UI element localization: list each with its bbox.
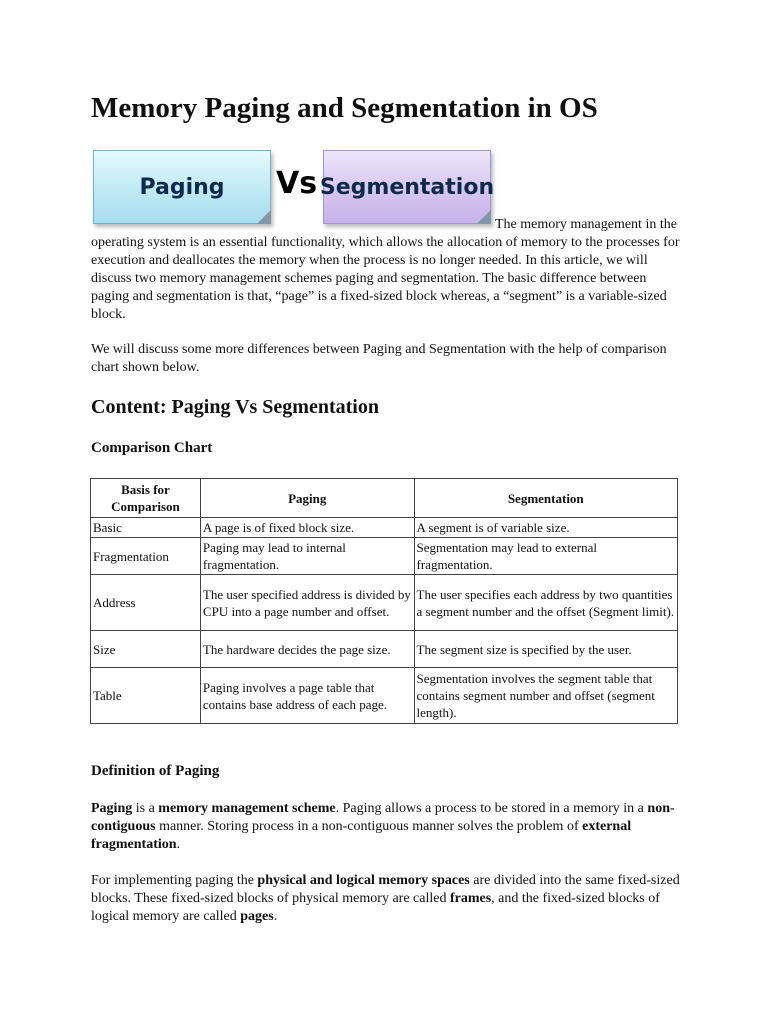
table-cell: Segmentation may lead to external fragmentation. [414,538,677,575]
content-heading: Content: Paging Vs Segmentation [91,396,379,418]
vs-label: Vs [276,166,318,201]
text-run: . [273,909,278,924]
text-run: manner. Storing process in a non-contiguous manner solves the problem of [155,819,583,834]
table-cell: The hardware decides the page size. [200,631,414,668]
text-run: For implementing paging the [91,873,258,888]
table-row [91,631,678,668]
table-cell: The user specifies each address by two quantities a segment number and the offset (Segment limit). [414,575,677,631]
table-cell: The segment size is specified by the user. [414,631,677,668]
paging-box-label: Paging [139,174,225,200]
text-run: . Paging allows a process to be stored in a memory in a [335,801,648,816]
table-cell: Paging involves a page table that contains base address of each page. [200,668,414,724]
definition-paragraph-1 [91,800,681,854]
table-cell: The user specified address is divided by CPU into a page number and offset. [200,575,414,631]
table-header-row [91,479,678,518]
segmentation-box-label: Segmentation [319,174,495,200]
table-cell: Address [91,575,201,631]
table-cell: Table [91,668,201,724]
text-run: is a [132,801,159,816]
table-row [91,518,678,538]
comparison-table [90,478,678,724]
table-cell: Basic [91,518,201,538]
header-basis: Basis for Comparison [91,479,201,518]
bold-term: physical and logical memory spaces [257,873,470,888]
bold-term: Paging [91,801,133,816]
header-paging: Paging [200,479,414,518]
bold-term: external fragmentation [91,819,632,852]
table-row [91,668,678,724]
table-row [91,538,678,575]
definition-paragraph-2 [91,872,681,926]
bold-term: memory management scheme [158,801,336,816]
table-cell: Paging may lead to internal fragmentation. [200,538,414,575]
definition-heading: Definition of Paging [91,763,220,779]
table-row [91,575,678,631]
bold-term: frames [449,891,492,906]
header-segmentation: Segmentation [414,479,677,518]
bold-term: non-contiguous [91,801,675,834]
comparison-chart-heading: Comparison Chart [91,440,213,456]
table-cell: Size [91,631,201,668]
intro-first-line: The memory management in [495,217,657,232]
help-paragraph: We will discuss some more differences between Paging and Segmentation with the help of comparison chart shown below. [91,342,667,375]
text-run: . [176,837,181,852]
page-title: Memory Paging and Segmentation in OS [91,92,598,124]
table-cell: Segmentation involves the segment table that contains segment number and offset (segment length). [414,668,677,724]
table-cell: A page is of fixed block size. [200,518,414,538]
intro-paragraph [91,216,681,324]
bold-term: pages [240,909,274,924]
text-run: are divided into the same fixed-sized blocks. These fixed-sized blocks of physical memory are called [91,873,680,906]
paging-box [93,150,271,224]
segmentation-box [319,150,495,224]
table-cell: A segment is of variable size. [414,518,677,538]
text-run: , and the fixed-sized blocks of logical memory are called [91,891,660,924]
table-cell: Fragmentation [91,538,201,575]
intro-rest: the operating system is an essential functionality, which allows the allocation of memory to the processes for execution and deallocates the memory when the process is no longer needed. In this article, we will discuss two memory management schemes paging and segmentation. The basic difference between paging and segmentation is that, “page” is a fixed-sized block whereas, a “segment” is a variable-sized block. [91,217,680,322]
